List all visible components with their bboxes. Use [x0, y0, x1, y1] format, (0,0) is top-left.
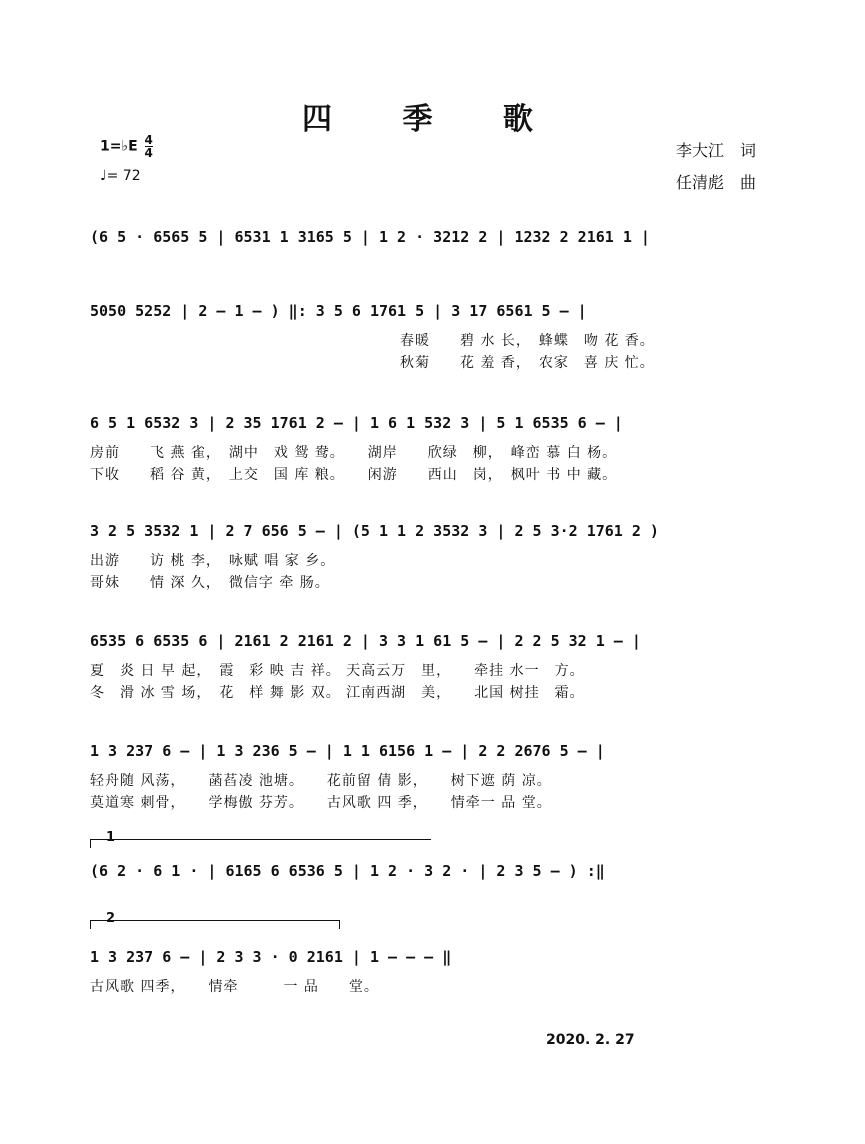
music-line-1: (6 5 · 6565 5 | 6531 1 3165 5 | 1 2 · 3212 2 | 1232 2 2161 1 |: [90, 228, 650, 246]
song-title: 四 季 歌: [302, 102, 563, 137]
lyrics-line-7: 夏 炎 日 早 起， 霞 彩 映 吉 祥。 天高云万 里， 牵挂 水一 方。: [90, 663, 585, 679]
lyrics-line-2: 秋菊 花 羞 香， 农家 喜 庆 忙。: [400, 355, 655, 371]
lyrics-line-6: 哥妹 情 深 久， 微信字 牵 肠。: [90, 575, 330, 591]
composer-credit: 任清彪 曲: [676, 173, 757, 192]
volta-bracket-2: [90, 920, 340, 929]
key-signature: [100, 134, 153, 159]
lyrics-line-8: 冬 滑 冰 雪 场， 花 样 舞 影 双。 江南西湖 美， 北国 树挂 霜。: [90, 685, 585, 701]
music-line-7: (6 2 · 6 1 · | 6165 6 6536 5 | 1 2 · 3 2 · | 2 3 5 – ) :‖: [90, 862, 605, 880]
date-stamp: 2020. 2. 27: [546, 1032, 635, 1048]
volta-number-1: 1: [106, 830, 116, 845]
music-line-8: 1 3 237 6 – | 2 3 3 · 0 2161 | 1 – – – ‖: [90, 948, 452, 966]
key-label: 1=♭E: [100, 138, 138, 155]
lyrics-line-11: 古风歌 四季， 情牵 一 品 堂。: [90, 979, 379, 995]
lyrics-line-10: 莫道寒 刺骨， 学梅傲 芬芳。 古风歌 四 季， 情牵一 品 堂。: [90, 795, 552, 811]
volta-bracket-1: [90, 839, 431, 848]
time-signature: [145, 134, 153, 159]
volta-number-2: 2: [106, 911, 116, 926]
music-line-3: 6 5 1 6532 3 | 2 35 1761 2 – | 1 6 1 532 3 | 5 1 6535 6 – |: [90, 414, 623, 432]
lyrics-line-5: 出游 访 桃 李， 咏赋 唱 家 乡。: [90, 553, 336, 569]
music-line-2: 5050 5252 | 2 – 1 – ) ‖: 3 5 6 1761 5 | 3 17 6561 5 – |: [90, 302, 587, 320]
lyrics-line-1: 春暖 碧 水 长， 蜂蝶 吻 花 香。: [400, 333, 655, 349]
music-line-4: 3 2 5 3532 1 | 2 7 656 5 – | (5 1 1 2 3532 3 | 2 5 3·2 1761 2 ): [90, 522, 659, 540]
time-signature-top: 4: [144, 133, 153, 147]
music-line-6: 1 3 237 6 – | 1 3 236 5 – | 1 1 6156 1 – | 2 2 2676 5 – |: [90, 742, 605, 760]
music-line-5: 6535 6 6535 6 | 2161 2 2161 2 | 3 3 1 61 5 – | 2 2 5 32 1 – |: [90, 632, 641, 650]
lyrics-line-9: 轻舟随 风荡， 菡萏凌 池塘。 花前留 倩 影， 树下遮 荫 凉。: [90, 773, 552, 789]
lyrics-line-4: 下收 稻 谷 黄， 上交 国 库 粮。 闲游 西山 岗， 枫叶 书 中 藏。: [90, 467, 618, 483]
lyrics-line-3: 房前 飞 燕 雀， 湖中 戏 鸳 鸯。 湖岸 欣绿 柳， 峰峦 慕 白 杨。: [90, 445, 618, 461]
time-signature-bottom: 4: [144, 146, 153, 160]
tempo-marking: ♩= 72: [100, 168, 141, 184]
lyricist-credit: 李大江 词: [676, 141, 757, 160]
